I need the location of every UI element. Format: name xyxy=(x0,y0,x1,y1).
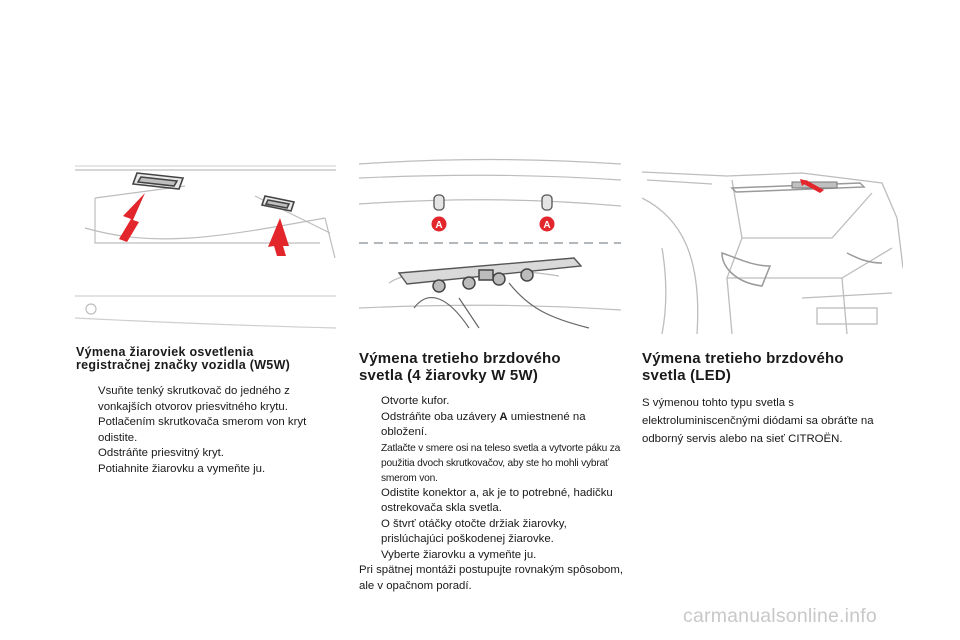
key-label-a: A xyxy=(499,410,508,423)
step-text: Zatlačte v smere osi na teleso svetla a vytvorte páku za použitia dvoch skrutkovačov, aby ste ho mohli vybrať smerom von. xyxy=(381,442,621,484)
list-item xyxy=(359,394,623,410)
led-service-text: S výmenou tohto typu svetla s elektroluminiscenčnými diódami sa obráťte na odborný servis alebo na sieť CITROËN. xyxy=(642,397,874,445)
step-text-before: Odstráňte oba uzávery xyxy=(381,410,500,423)
list-item xyxy=(76,462,338,478)
list-item xyxy=(359,486,623,517)
step-text: Vyberte žiarovku a vymeňte ju. xyxy=(381,548,537,561)
step-text: Vsuňte tenký skrutkovač do jedného z vonkajších otvorov priesvitného krytu. xyxy=(98,385,290,413)
svg-text:A: A xyxy=(435,220,443,231)
list-item xyxy=(76,415,338,446)
plate-lamp-steps xyxy=(76,384,338,477)
plate-lamp-title xyxy=(76,346,338,372)
plate-lamp-illustration xyxy=(75,158,336,334)
brake-led-title xyxy=(642,350,906,384)
reassembly-note: Pri spätnej montáži postupujte rovnakým spôsobom, ale v opačnom poradí. xyxy=(359,564,624,592)
brake-led-title-line2: svetla (LED) xyxy=(642,367,732,384)
step-text-after: umiestnené na obložení. xyxy=(381,410,586,438)
brake-light-illustration xyxy=(359,158,621,334)
step-text: Otvorte kufor. xyxy=(381,395,450,407)
step-text: O štvrť otáčky otočte držiak žiarovky, prislúchajúci poškodenej žiarovke. xyxy=(381,517,567,545)
brake-bulb-section xyxy=(359,346,623,594)
plate-lamp-section xyxy=(76,346,338,477)
svg-text:A: A xyxy=(543,220,551,231)
plate-lamp-title-line2: registračnej značky vozidla (W5W) xyxy=(76,358,291,372)
list-item xyxy=(76,446,338,462)
brake-bulb-title-line1: Výmena tretieho brzdového xyxy=(359,350,561,367)
brake-bulb-title-line2: svetla (4 žiarovky W 5W) xyxy=(359,367,539,384)
brake-led-section xyxy=(642,346,906,448)
list-item xyxy=(359,548,623,564)
list-item xyxy=(76,384,338,415)
step-text: Potiahnite žiarovku a vymeňte ju. xyxy=(98,462,266,475)
brake-bulb-title xyxy=(359,350,623,384)
step-text: Odstráňte priesvitný kryt. xyxy=(98,447,224,459)
watermark: carmanualsonline.info xyxy=(683,605,877,627)
step-text: Odistite konektor a, ak je to potrebné, hadičku ostrekovača skla svetla. xyxy=(381,486,613,514)
step-text: Potlačením skrutkovača smerom von kryt odistite. xyxy=(98,416,307,444)
list-item xyxy=(359,517,623,548)
list-item xyxy=(359,410,623,441)
car-rear-illustration xyxy=(642,158,903,334)
brake-led-title-line1: Výmena tretieho brzdového xyxy=(642,350,844,367)
brake-bulb-steps xyxy=(359,394,623,563)
list-item xyxy=(359,441,623,486)
plate-lamp-title-line1: Výmena žiaroviek osvetlenia xyxy=(76,345,254,359)
